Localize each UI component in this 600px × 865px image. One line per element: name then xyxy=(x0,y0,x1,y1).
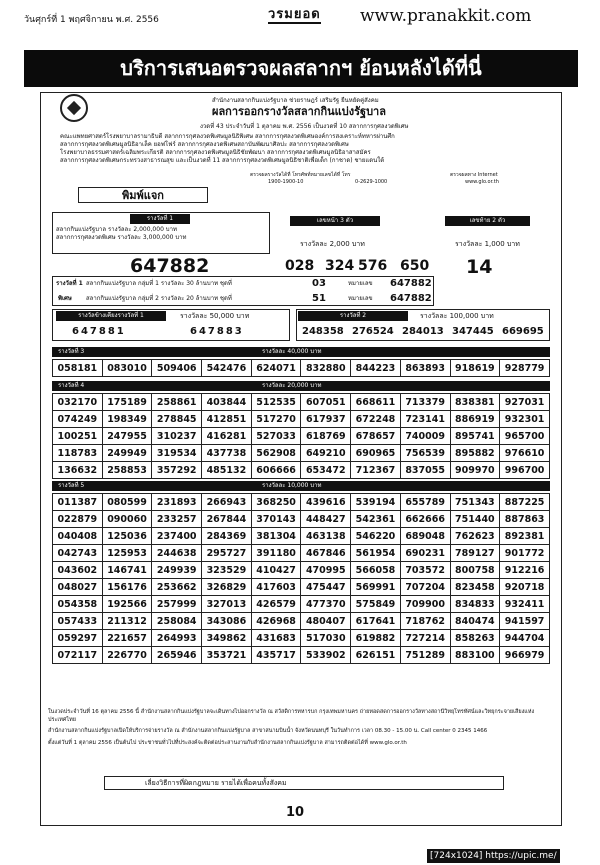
table-row xyxy=(53,428,550,445)
prize-number-cell: 477370 xyxy=(301,596,351,613)
prize-number-cell: 932411 xyxy=(500,596,550,613)
prize-number-cell: 435717 xyxy=(251,647,301,664)
front3-tag: เลขหน้า 3 ตัว xyxy=(290,216,380,226)
prize-number-cell: 840474 xyxy=(450,613,500,630)
special-no-label-2: หมายเลข xyxy=(348,295,373,302)
special-number-1: 647882 xyxy=(390,278,432,289)
near-number: 647883 xyxy=(190,326,244,337)
prize-number-cell: 976610 xyxy=(500,445,550,462)
prize-number-cell: 156176 xyxy=(102,579,152,596)
first-prize-tag: รางวัลที่ 1 xyxy=(130,214,190,224)
prize-number-cell: 323529 xyxy=(202,562,252,579)
front3-number: 028 xyxy=(285,258,315,274)
table-row xyxy=(53,394,550,411)
prize-number-cell: 533902 xyxy=(301,647,351,664)
prize-number-cell: 249949 xyxy=(102,445,152,462)
near-tag: รางวัลข้างเคียงรางวัลที่ 1 xyxy=(56,311,166,321)
prize-number-cell: 247955 xyxy=(102,428,152,445)
service-internet-label: ตรวจผลทาง Internet xyxy=(450,172,498,178)
prize-number-cell: 370143 xyxy=(251,511,301,528)
prize-number-cell: 391180 xyxy=(251,545,301,562)
table-row xyxy=(53,360,550,377)
prize-number-cell: 895882 xyxy=(450,445,500,462)
prize-number-cell: 437738 xyxy=(202,445,252,462)
prize-number-cell: 265946 xyxy=(152,647,202,664)
prize-number-cell: 072117 xyxy=(53,647,103,664)
prize-number-cell: 480407 xyxy=(301,613,351,630)
prize-number-cell: 672248 xyxy=(351,411,401,428)
prize-number-cell: 058181 xyxy=(53,360,103,377)
newspaper-brand: วรมยอด xyxy=(268,7,321,22)
prize-number-cell: 100251 xyxy=(53,428,103,445)
prize-number-cell: 690231 xyxy=(400,545,450,562)
prize-number-cell: 561954 xyxy=(351,545,401,562)
table-row xyxy=(53,411,550,428)
prize-number-cell: 032170 xyxy=(53,394,103,411)
prize-number-cell: 343086 xyxy=(202,613,252,630)
prize-number-cell: 439616 xyxy=(301,494,351,511)
prize-number-cell: 858263 xyxy=(450,630,500,647)
fifth-table xyxy=(52,493,550,664)
prize-number-cell: 136632 xyxy=(53,462,103,479)
prize-number-cell: 751343 xyxy=(450,494,500,511)
table-row xyxy=(53,630,550,647)
prize-number-cell: 912216 xyxy=(500,562,550,579)
near-amount: รางวัลละ 50,000 บาท xyxy=(180,312,250,320)
prize-number-cell: 043602 xyxy=(53,562,103,579)
prize-number-cell: 267844 xyxy=(202,511,252,528)
dateline: วันศุกร์ที่ 1 พฤศจิกายน พ.ศ. 2556 xyxy=(24,15,159,25)
prize-number-cell: 800758 xyxy=(450,562,500,579)
prize-number-cell: 233257 xyxy=(152,511,202,528)
prize-number-cell: 932301 xyxy=(500,411,550,428)
page-number: 10 xyxy=(286,805,305,820)
prize-number-cell: 022879 xyxy=(53,511,103,528)
header-line-3: งวดที่ 43 ประจำวันที่ 1 ตุลาคม พ.ศ. 2556 เป็นงวดที่ 10 สลากการกุศลงวดพิเศษ xyxy=(200,123,409,130)
prize-number-cell: 074249 xyxy=(53,411,103,428)
third-tag: รางวัลที่ 3 xyxy=(58,348,85,355)
prize-number-cell: 237400 xyxy=(152,528,202,545)
prize-number-cell: 059297 xyxy=(53,630,103,647)
prize-number-cell: 527033 xyxy=(251,428,301,445)
prize-number-cell: 125036 xyxy=(102,528,152,545)
service-label: ตรวจผลรางวัลได้ที่ โทรศัพท์หมายเลขได้ที่ โทร xyxy=(250,172,351,178)
prize-number-cell: 266943 xyxy=(202,494,252,511)
prize-number-cell: 668611 xyxy=(351,394,401,411)
prize-number-cell: 756539 xyxy=(400,445,450,462)
footer-bar: เลี่ยงวิธีการที่ผิดกฎหมาย รายได้เพื่อคนทั้งสังคม xyxy=(104,776,504,790)
prize-number-cell: 575849 xyxy=(351,596,401,613)
prize-number-cell: 707204 xyxy=(400,579,450,596)
prize-number-cell: 887863 xyxy=(500,511,550,528)
prize-number-cell: 512535 xyxy=(251,394,301,411)
second-number: 347445 xyxy=(452,326,494,337)
prize-number-cell: 703572 xyxy=(400,562,450,579)
front3-number: 650 xyxy=(400,258,430,274)
header-line-5: สลากการกุศลงวดพิเศษมูลนิธิอาเล็ค ยอฟโฟร์ สลากการกุศลงวดพิเศษสถาบันพัฒนาศิลปะ สลากการกุศลงวดพิเศษ xyxy=(60,141,349,148)
notes xyxy=(48,709,556,751)
prize-number-cell: 463138 xyxy=(301,528,351,545)
prize-number-cell: 678657 xyxy=(351,428,401,445)
prize-number-cell: 264993 xyxy=(152,630,202,647)
prize-number-cell: 895741 xyxy=(450,428,500,445)
near-number: 647881 xyxy=(72,326,126,337)
prize-number-cell: 887225 xyxy=(500,494,550,511)
prize-number-cell: 649210 xyxy=(301,445,351,462)
prize-number-cell: 789127 xyxy=(450,545,500,562)
prize-number-cell: 258853 xyxy=(102,462,152,479)
header-line-6: โรงพยาบาลธรรมศาสตร์เฉลิมพระเกียรติ สลากการกุศลงวดพิเศษมูลนิธิชัยพัฒนา สลากการกุศลงวดพิเศษมูลนิธิอาสาสมัคร xyxy=(60,149,371,156)
service-website: www.glo.or.th xyxy=(465,179,499,185)
prize-number-cell: 569991 xyxy=(351,579,401,596)
prize-number-cell: 353721 xyxy=(202,647,252,664)
prize-number-cell: 566058 xyxy=(351,562,401,579)
header-line-4: คณะแพทยศาสตร์โรงพยาบาลรามาธิบดี สลากการกุศลงวดพิเศษมูลนิธิพิเศษ สลากการกุศลงวดพิเศษองค์การสงเคราะห์ทหารผ่านศึก xyxy=(60,133,395,140)
prize-number-cell: 723141 xyxy=(400,411,450,428)
prize-number-cell: 690965 xyxy=(351,445,401,462)
prize-number-cell: 662666 xyxy=(400,511,450,528)
prize-number-cell: 475447 xyxy=(301,579,351,596)
prize-number-cell: 258861 xyxy=(152,394,202,411)
prize-number-cell: 426968 xyxy=(251,613,301,630)
prize-number-cell: 909970 xyxy=(450,462,500,479)
prize-number-cell: 927031 xyxy=(500,394,550,411)
prize-number-cell: 844223 xyxy=(351,360,401,377)
prize-number-cell: 319534 xyxy=(152,445,202,462)
prize-number-cell: 740009 xyxy=(400,428,450,445)
image-caption: [724x1024] https://upic.me/ xyxy=(427,849,560,863)
prize-number-cell: 886919 xyxy=(450,411,500,428)
prize-number-cell: 944704 xyxy=(500,630,550,647)
second-number: 669695 xyxy=(502,326,544,337)
prize-number-cell: 713379 xyxy=(400,394,450,411)
table-row xyxy=(53,445,550,462)
prize-number-cell: 966979 xyxy=(500,647,550,664)
prize-number-cell: 619882 xyxy=(351,630,401,647)
fourth-tag: รางวัลที่ 4 xyxy=(58,382,85,389)
prize-number-cell: 057433 xyxy=(53,613,103,630)
front3-number: 576 xyxy=(358,258,388,274)
fourth-table xyxy=(52,393,550,479)
special-no-label-1: หมายเลข xyxy=(348,280,373,287)
prize-number-cell: 539194 xyxy=(351,494,401,511)
prize-number-cell: 040408 xyxy=(53,528,103,545)
prize-number-cell: 892381 xyxy=(500,528,550,545)
service-phone-1: 1900-1900-10 xyxy=(268,179,304,185)
first-prize-number: 647882 xyxy=(130,255,210,277)
front3-number: 324 xyxy=(325,258,355,274)
prize-number-cell: 083010 xyxy=(102,360,152,377)
prize-number-cell: 709900 xyxy=(400,596,450,613)
second-tag: รางวัลที่ 2 xyxy=(298,311,408,321)
table-row xyxy=(53,462,550,479)
prize-number-cell: 832880 xyxy=(301,360,351,377)
prize-number-cell: 257999 xyxy=(152,596,202,613)
prize-number-cell: 192566 xyxy=(102,596,152,613)
prize-number-cell: 485132 xyxy=(202,462,252,479)
special-set-1: 03 xyxy=(312,278,326,289)
sheet-title: ผลการออกรางวัลสลากกินแบ่งรัฐบาล xyxy=(212,105,386,118)
prize-number-cell: 626151 xyxy=(351,647,401,664)
fourth-amount: รางวัลละ 20,000 บาท xyxy=(262,382,322,389)
table-row xyxy=(53,511,550,528)
prize-number-cell: 517030 xyxy=(301,630,351,647)
prize-number-cell: 509406 xyxy=(152,360,202,377)
first-prize-line-2: สลากการกุศลงวดพิเศษ รางวัลละ 3,000,000 บาท xyxy=(56,234,187,241)
last2-amount: รางวัลละ 1,000 บาท xyxy=(455,240,520,248)
prize-number-cell: 327013 xyxy=(202,596,252,613)
fifth-tag: รางวัลที่ 5 xyxy=(58,482,85,489)
prize-number-cell: 901772 xyxy=(500,545,550,562)
banner-headline: บริการเสนอตรวจผลสลากฯ ย้อนหลังได้ที่นี่ xyxy=(24,50,578,87)
prize-number-cell: 146741 xyxy=(102,562,152,579)
prize-number-cell: 607051 xyxy=(301,394,351,411)
service-phone-2: 0-2629-1000 xyxy=(355,179,388,185)
first-prize-line-1: สลากกินแบ่งรัฐบาล รางวัลละ 2,000,000 บาท xyxy=(56,226,177,233)
prize-number-cell: 823458 xyxy=(450,579,500,596)
second-number: 284013 xyxy=(402,326,444,337)
prize-number-cell: 655789 xyxy=(400,494,450,511)
prize-number-cell: 278845 xyxy=(152,411,202,428)
prize-number-cell: 918619 xyxy=(450,360,500,377)
prize-number-cell: 751289 xyxy=(400,647,450,664)
special-number-2: 647882 xyxy=(390,293,432,304)
prize-number-cell: 838381 xyxy=(450,394,500,411)
prize-number-cell: 211312 xyxy=(102,613,152,630)
second-number: 276524 xyxy=(352,326,394,337)
prize-number-cell: 011387 xyxy=(53,494,103,511)
prize-number-cell: 542361 xyxy=(351,511,401,528)
prize-number-cell: 310237 xyxy=(152,428,202,445)
prize-number-cell: 253662 xyxy=(152,579,202,596)
table-row xyxy=(53,613,550,630)
prize-number-cell: 727214 xyxy=(400,630,450,647)
header-line-7: สลากการกุศลงวดพิเศษกระทรวงสาธารณสุข และเป็นงวดที่ 11 สลากการกุศลงวดพิเศษมูลนิธิชาติเพื่อเด็ก (กาชาด) ชายแดนใต้ xyxy=(60,157,385,164)
prize-number-cell: 349862 xyxy=(202,630,252,647)
prize-number-cell: 618769 xyxy=(301,428,351,445)
prize-number-cell: 467846 xyxy=(301,545,351,562)
prize-number-cell: 920718 xyxy=(500,579,550,596)
prize-number-cell: 562908 xyxy=(251,445,301,462)
prize-number-cell: 244638 xyxy=(152,545,202,562)
table-row xyxy=(53,647,550,664)
prize-number-cell: 090060 xyxy=(102,511,152,528)
header-line-1: สำนักงานสลากกินแบ่งรัฐบาล ช่วยราษฎร์ เสริมรัฐ ยืนหยัดคู่สังคม xyxy=(212,97,379,104)
prize-number-cell: 470995 xyxy=(301,562,351,579)
prize-number-cell: 048027 xyxy=(53,579,103,596)
prize-number-cell: 617937 xyxy=(301,411,351,428)
prize-number-cell: 054358 xyxy=(53,596,103,613)
free-print-stamp: พิมพ์แจก xyxy=(78,187,208,203)
special-set-2: 51 xyxy=(312,293,326,304)
prize-number-cell: 653472 xyxy=(301,462,351,479)
prize-number-cell: 448427 xyxy=(301,511,351,528)
third-amount: รางวัลละ 40,000 บาท xyxy=(262,348,322,355)
prize-number-cell: 624071 xyxy=(251,360,301,377)
front3-amount: รางวัลละ 2,000 บาท xyxy=(300,240,365,248)
prize-number-cell: 718762 xyxy=(400,613,450,630)
prize-number-cell: 198349 xyxy=(102,411,152,428)
prize-number-cell: 416281 xyxy=(202,428,252,445)
prize-number-cell: 941597 xyxy=(500,613,550,630)
prize-number-cell: 231893 xyxy=(152,494,202,511)
note-3: ตั้งแต่วันที่ 1 ตุลาคม 2556 เป็นต้นไป ประชาชนทั่วไปที่ประสงค์จะติดต่อประสานงานกับสำนักงานสลากกินแบ่งรัฐบาล สามารถติดต่อได้ที่ www.glo.or.th xyxy=(48,739,407,746)
prize-number-cell: 412851 xyxy=(202,411,252,428)
table-row xyxy=(53,545,550,562)
prize-number-cell: 249939 xyxy=(152,562,202,579)
prize-number-cell: 357292 xyxy=(152,462,202,479)
prize-number-cell: 417603 xyxy=(251,579,301,596)
prize-number-cell: 258084 xyxy=(152,613,202,630)
prize-number-cell: 042743 xyxy=(53,545,103,562)
prize-number-cell: 762623 xyxy=(450,528,500,545)
table-row xyxy=(53,596,550,613)
prize-number-cell: 837055 xyxy=(400,462,450,479)
table-row xyxy=(53,528,550,545)
prize-number-cell: 381304 xyxy=(251,528,301,545)
last2-tag: เลขท้าย 2 ตัว xyxy=(445,216,530,226)
prize-number-cell: 542476 xyxy=(202,360,252,377)
prize-number-cell: 226770 xyxy=(102,647,152,664)
prize-number-cell: 883100 xyxy=(450,647,500,664)
prize-number-cell: 517270 xyxy=(251,411,301,428)
prize-number-cell: 617641 xyxy=(351,613,401,630)
special-label-b: พิเศษ xyxy=(58,295,72,302)
prize-number-cell: 368250 xyxy=(251,494,301,511)
special-row-2: สลากกินแบ่งรัฐบาล กลุ่มที่ 2 รางวัลละ 20 ล้านบาท ชุดที่ xyxy=(86,295,232,302)
table-row xyxy=(53,579,550,596)
prize-number-cell: 295727 xyxy=(202,545,252,562)
prize-number-cell: 431683 xyxy=(251,630,301,647)
second-number: 248358 xyxy=(302,326,344,337)
prize-number-cell: 426579 xyxy=(251,596,301,613)
second-amount: รางวัลละ 100,000 บาท xyxy=(420,312,494,320)
note-2: สำนักงานสลากกินแบ่งรัฐบาลเปิดให้บริการจ่ายรางวัล ณ สำนักงานสลากกินแบ่งรัฐบาล สาขาสนามบินน้ำ จังหวัดนนทบุรี ในวันทำการ เวลา 08.30 - 15.00 น. Call center 0 2345 1466 xyxy=(48,728,488,734)
prize-number-cell: 751440 xyxy=(450,511,500,528)
prize-number-cell: 928779 xyxy=(500,360,550,377)
prize-number-cell: 546220 xyxy=(351,528,401,545)
fifth-amount: รางวัลละ 10,000 บาท xyxy=(262,482,322,489)
prize-number-cell: 712367 xyxy=(351,462,401,479)
prize-number-cell: 996700 xyxy=(500,462,550,479)
prize-number-cell: 410427 xyxy=(251,562,301,579)
prize-number-cell: 221657 xyxy=(102,630,152,647)
prize-number-cell: 403844 xyxy=(202,394,252,411)
special-label-a: รางวัลที่ 1 xyxy=(56,280,83,287)
prize-number-cell: 080599 xyxy=(102,494,152,511)
prize-number-cell: 118783 xyxy=(53,445,103,462)
site-url: www.pranakkit.com xyxy=(360,6,532,26)
prize-number-cell: 284369 xyxy=(202,528,252,545)
last2-number: 14 xyxy=(466,256,493,278)
prize-number-cell: 175189 xyxy=(102,394,152,411)
prize-number-cell: 834833 xyxy=(450,596,500,613)
prize-number-cell: 689048 xyxy=(400,528,450,545)
prize-number-cell: 606666 xyxy=(251,462,301,479)
prize-number-cell: 326829 xyxy=(202,579,252,596)
third-table xyxy=(52,359,550,377)
prize-number-cell: 125953 xyxy=(102,545,152,562)
prize-number-cell: 965700 xyxy=(500,428,550,445)
emblem-icon xyxy=(60,94,88,122)
special-row-1: สลากกินแบ่งรัฐบาล กลุ่มที่ 1 รางวัลละ 30 ล้านบาท ชุดที่ xyxy=(86,280,232,287)
prize-number-cell: 863893 xyxy=(400,360,450,377)
table-row xyxy=(53,562,550,579)
table-row xyxy=(53,494,550,511)
note-1: ในงวดประจำวันที่ 16 ตุลาคม 2556 นี้ สำนักงานสลากกินแบ่งรัฐบาลจะเดินทางไปออกรางวัล ณ สวัสดิการทหารบก กรุงเทพมหานคร ถ่ายทอดสดการออกรางวัลทางสถานีวิทยุโทรทัศน์และวิทยุกระจายเสียงแห่งประเทศไทย xyxy=(48,709,535,723)
